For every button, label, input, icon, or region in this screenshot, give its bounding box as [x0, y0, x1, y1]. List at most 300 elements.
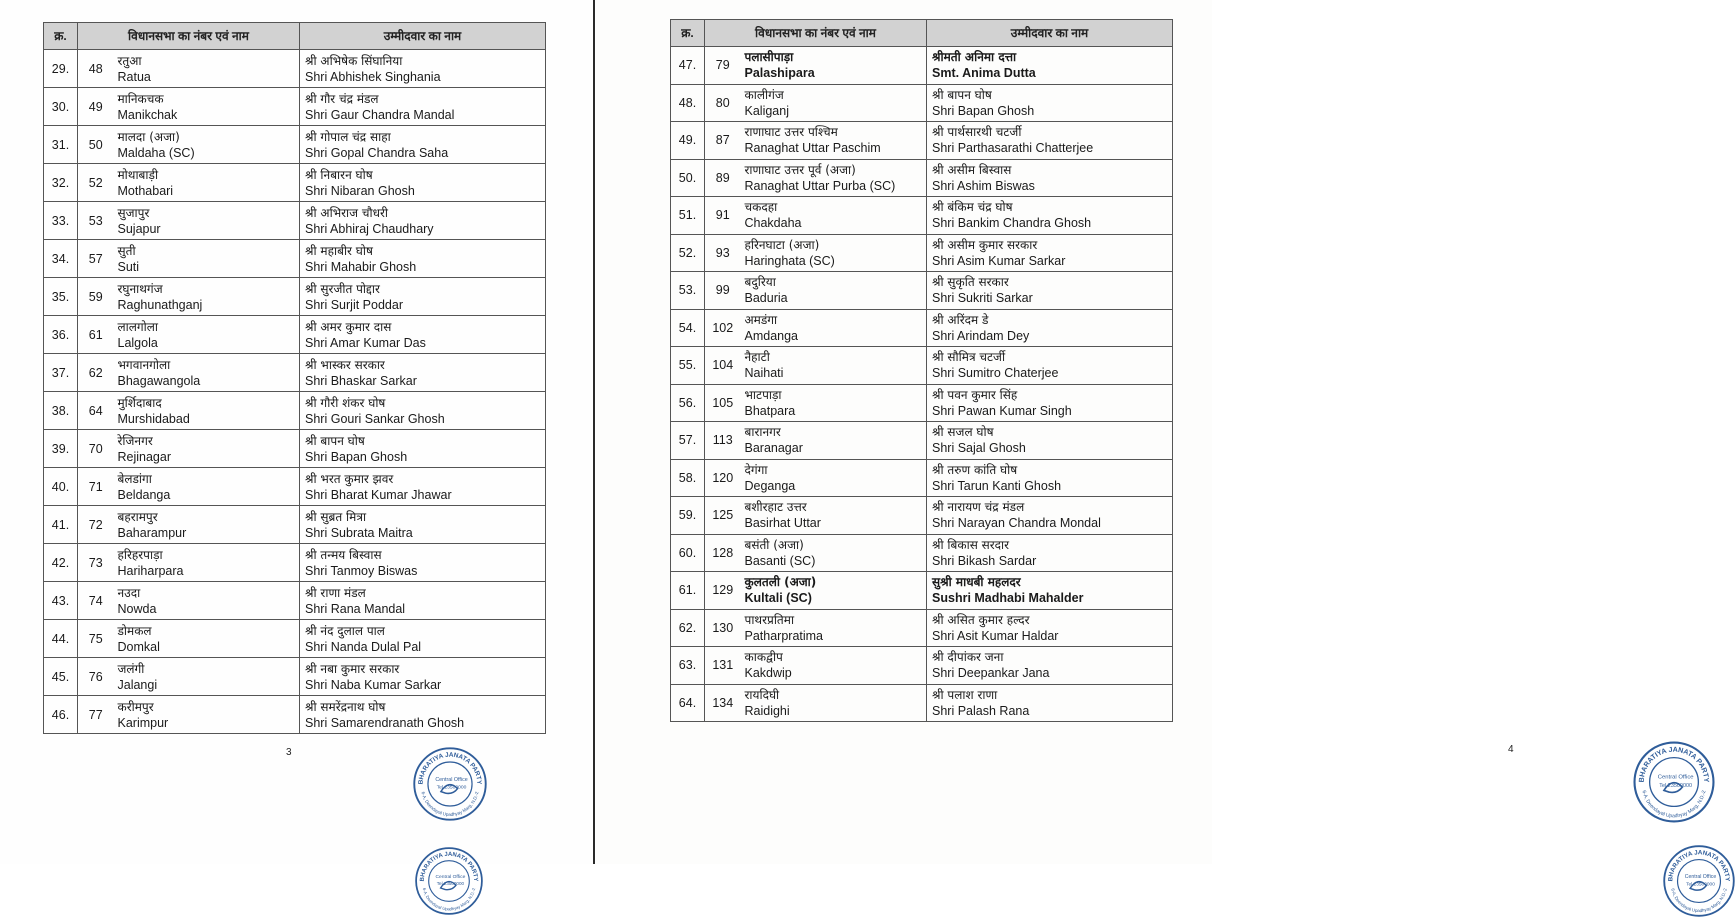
candidate-name [300, 620, 546, 658]
constituency-number: 79 [705, 47, 741, 85]
svg-text:6-A, Deendayal Upadhyay Marg,: 6-A, Deendayal Upadhyay Marg, N.D.-2 [421, 887, 477, 912]
candidate-name-english: Shri Samarendranath Ghosh [305, 715, 465, 730]
candidate-name [300, 392, 546, 430]
constituency-name-hindi: डोमकल [117, 623, 152, 638]
serial-number: 38. [44, 392, 78, 430]
constituency-name-hindi: कालीगंज [744, 87, 784, 102]
table-row [671, 234, 1173, 272]
constituency-name-hindi: रतुआ [117, 53, 142, 68]
candidate-name-hindi: श्री बापन घोष [932, 87, 992, 102]
candidate-name-hindi: श्री तन्मय बिस्वास [305, 547, 382, 562]
table-row [671, 684, 1173, 722]
constituency-name-hindi: राणाघाट उत्तर पूर्व (अजा) [744, 162, 856, 177]
constituency-name-hindi: जलंगी [117, 661, 145, 676]
candidate-name-english: Shri Arindam Dey [932, 328, 1030, 343]
table-row [671, 84, 1173, 122]
constituency-name-english: Baduria [744, 291, 788, 306]
constituency-name [741, 197, 927, 235]
serial-number: 36. [44, 316, 78, 354]
candidate-name-english: Shri Subrata Maitra [305, 525, 413, 540]
table-row [671, 647, 1173, 685]
constituency-name-hindi: बसंती (अजा) [744, 537, 804, 552]
candidate-name-english: Shri Bikash Sardar [932, 553, 1037, 568]
candidate-name-hindi: श्री अमर कुमार दास [305, 319, 392, 334]
candidate-name-hindi: श्री बिकास सरदार [932, 537, 1010, 552]
constituency-number: 74 [78, 582, 114, 620]
constituency-number: 113 [705, 422, 741, 460]
table-row [671, 572, 1173, 610]
constituency-name-hindi: बशीरहाट उत्तर [744, 500, 807, 515]
header-serial: क्र. [671, 20, 705, 47]
serial-number: 47. [671, 47, 705, 85]
constituency-name-hindi: हरिनघाटा (अजा) [744, 237, 820, 252]
constituency-name [741, 459, 927, 497]
table-row [671, 309, 1173, 347]
constituency-name-english: Nowda [117, 601, 157, 616]
constituency-name [741, 84, 927, 122]
table-row [44, 164, 546, 202]
constituency-name-hindi: रायदिघी [744, 687, 780, 702]
constituency-name-hindi: भाटपाड़ा [744, 387, 782, 402]
constituency-name [741, 272, 927, 310]
constituency-name [114, 278, 300, 316]
svg-text:BHARATIYA JANATA PARTY: BHARATIYA JANATA PARTY [419, 851, 479, 882]
candidate-name [927, 684, 1173, 722]
constituency-name [114, 620, 300, 658]
svg-text:Central Office: Central Office [435, 875, 466, 881]
candidate-name-english: Shri Palash Rana [932, 703, 1030, 718]
table-row [44, 658, 546, 696]
constituency-name [114, 544, 300, 582]
constituency-name-english: Hariharpara [117, 563, 184, 578]
table-body-right [671, 47, 1173, 722]
constituency-number: 75 [78, 620, 114, 658]
constituency-number: 134 [705, 684, 741, 722]
table-row [671, 347, 1173, 385]
candidate-name-hindi: श्री अभिषेक सिंघानिया [305, 53, 403, 68]
constituency-name-hindi: पाथरप्रतिमा [744, 612, 795, 627]
table-row [44, 50, 546, 88]
candidate-name-hindi: श्री गोपाल चंद्र साहा [305, 129, 391, 144]
constituency-name-english: Kakdwip [744, 666, 792, 681]
candidate-name [300, 544, 546, 582]
header-candidate: उम्मीदवार का नाम [300, 23, 546, 50]
candidate-name [300, 240, 546, 278]
constituency-name-hindi: रेजिनगर [117, 433, 153, 448]
party-seal [412, 746, 488, 822]
constituency-name-hindi: रघुनाथगंज [117, 281, 163, 296]
page-divider [593, 0, 595, 864]
table-row [44, 240, 546, 278]
constituency-name-english: Jalangi [117, 677, 158, 692]
candidate-name [927, 197, 1173, 235]
serial-number: 48. [671, 84, 705, 122]
candidate-name-hindi: श्री सुरजीत पोद्दार [305, 281, 380, 296]
constituency-name-english: Kultali (SC) [744, 591, 812, 606]
constituency-name-english: Mothabari [117, 183, 174, 198]
constituency-name-hindi: काकद्वीप [744, 650, 783, 665]
candidate-name-english: Shri Tanmoy Biswas [305, 563, 418, 578]
party-seal-partial [1662, 844, 1736, 914]
constituency-number: 99 [705, 272, 741, 310]
candidate-name-hindi: श्रीमती अनिमा दत्ता [932, 50, 1017, 65]
table-row [44, 88, 546, 126]
constituency-number: 70 [78, 430, 114, 468]
candidate-name [300, 202, 546, 240]
candidate-name [300, 316, 546, 354]
constituency-name [114, 582, 300, 620]
constituency-number: 62 [78, 354, 114, 392]
table-row [44, 278, 546, 316]
constituency-name [741, 384, 927, 422]
header-candidate: उम्मीदवार का नाम [927, 20, 1173, 47]
serial-number: 51. [671, 197, 705, 235]
candidate-name-hindi: श्री राणा मंडल [305, 585, 366, 600]
candidate-name [300, 468, 546, 506]
table-header-row [671, 20, 1173, 47]
candidate-name-english: Shri Gopal Chandra Saha [305, 145, 449, 160]
constituency-name-english: Palashipara [744, 66, 815, 81]
serial-number: 45. [44, 658, 78, 696]
constituency-name-hindi: बेलडांगा [117, 471, 152, 486]
constituency-name-english: Murshidabad [117, 411, 190, 426]
constituency-name [741, 234, 927, 272]
constituency-name-english: Chakdaha [744, 216, 802, 231]
constituency-number: 48 [78, 50, 114, 88]
constituency-name [114, 696, 300, 734]
constituency-name [114, 88, 300, 126]
constituency-name-english: Amdanga [744, 328, 799, 343]
serial-number: 55. [671, 347, 705, 385]
candidate-name [927, 534, 1173, 572]
constituency-number: 49 [78, 88, 114, 126]
candidate-name [300, 278, 546, 316]
constituency-name-english: Rejinagar [117, 449, 172, 464]
table-row [44, 354, 546, 392]
constituency-name-english: Sujapur [117, 221, 161, 236]
constituency-name-hindi: बारानगर [744, 425, 781, 440]
candidate-name [927, 609, 1173, 647]
constituency-name-english: Patharpratima [744, 628, 824, 643]
constituency-number: 131 [705, 647, 741, 685]
candidate-name-english: Shri Surjit Poddar [305, 297, 403, 312]
header-constituency: विधानसभा का नंबर एवं नाम [705, 20, 927, 47]
constituency-name [114, 658, 300, 696]
constituency-name-english: Maldaha (SC) [117, 145, 195, 160]
serial-number: 64. [671, 684, 705, 722]
candidate-name-hindi: श्री असीम कुमार सरकार [932, 237, 1038, 252]
constituency-name-hindi: मोथाबाड़ी [117, 167, 159, 182]
serial-number: 37. [44, 354, 78, 392]
constituency-number: 71 [78, 468, 114, 506]
candidate-name-hindi: श्री असित कुमार हल्दर [932, 612, 1030, 627]
table-row [671, 159, 1173, 197]
candidate-name-english: Shri Bapan Ghosh [305, 449, 408, 464]
svg-text:Tel 23500000: Tel 23500000 [436, 785, 467, 791]
constituency-name [114, 50, 300, 88]
serial-number: 29. [44, 50, 78, 88]
candidate-name-english: Sushri Madhabi Mahalder [932, 591, 1084, 606]
constituency-number: 105 [705, 384, 741, 422]
constituency-number: 64 [78, 392, 114, 430]
candidate-name [300, 506, 546, 544]
svg-text:Central Office: Central Office [1684, 874, 1717, 881]
svg-text:Central Office: Central Office [435, 776, 468, 783]
candidate-name [300, 354, 546, 392]
constituency-name-hindi: देगंगा [744, 462, 768, 477]
table-row [671, 384, 1173, 422]
candidate-name-hindi: श्री अभिराज चौधरी [305, 205, 389, 220]
constituency-name-english: Karimpur [117, 715, 169, 730]
constituency-name-english: Bhagawangola [117, 373, 201, 388]
constituency-number: 128 [705, 534, 741, 572]
candidate-name-hindi: श्री दीपांकर जना [932, 650, 1004, 665]
constituency-name-english: Baranagar [744, 441, 803, 456]
serial-number: 49. [671, 122, 705, 160]
candidate-name [927, 384, 1173, 422]
serial-number: 46. [44, 696, 78, 734]
svg-text:6-A, Deendayal Upadhyay Marg,: 6-A, Deendayal Upadhyay Marg, N.D.-2 [420, 791, 480, 817]
candidate-table-left [43, 22, 546, 734]
candidate-name-hindi: श्री भास्कर सरकार [305, 357, 385, 372]
serial-number: 33. [44, 202, 78, 240]
serial-number: 62. [671, 609, 705, 647]
serial-number: 56. [671, 384, 705, 422]
serial-number: 53. [671, 272, 705, 310]
candidate-name-hindi: श्री नारायण चंद्र मंडल [932, 500, 1025, 515]
candidate-name [927, 647, 1173, 685]
constituency-number: 91 [705, 197, 741, 235]
candidate-name-hindi: श्री महाबीर घोष [305, 243, 373, 258]
candidate-name [927, 347, 1173, 385]
constituency-number: 104 [705, 347, 741, 385]
candidate-name-english: Shri Bankim Chandra Ghosh [932, 216, 1092, 231]
constituency-number: 50 [78, 126, 114, 164]
candidate-name [927, 422, 1173, 460]
constituency-name-english: Basanti (SC) [744, 553, 816, 568]
candidate-name-hindi: श्री पलाश राणा [932, 687, 998, 702]
constituency-number: 52 [78, 164, 114, 202]
constituency-number: 61 [78, 316, 114, 354]
serial-number: 58. [671, 459, 705, 497]
table-row [44, 202, 546, 240]
svg-text:6-A, Deendayal Upadhyay Marg,: 6-A, Deendayal Upadhyay Marg, N.D.-2 [1670, 887, 1728, 914]
candidate-name-english: Shri Nanda Dulal Pal [305, 639, 422, 654]
svg-text:BHARATIYA JANATA PARTY: BHARATIYA JANATA PARTY [1667, 849, 1731, 882]
candidate-name-english: Shri Tarun Kanti Ghosh [932, 478, 1062, 493]
candidate-name-english: Shri Deepankar Jana [932, 666, 1050, 681]
constituency-name [741, 347, 927, 385]
table-row [44, 544, 546, 582]
constituency-name [741, 47, 927, 85]
constituency-name-hindi: अमडंगा [744, 312, 778, 327]
table-row [671, 197, 1173, 235]
constituency-name-english: Raghunathganj [117, 297, 203, 312]
page-left [0, 0, 594, 912]
constituency-number: 130 [705, 609, 741, 647]
header-serial: क्र. [44, 23, 78, 50]
candidate-name-hindi: श्री बंकिम चंद्र घोष [932, 200, 1013, 215]
candidate-name [927, 234, 1173, 272]
candidate-name [300, 88, 546, 126]
constituency-number: 102 [705, 309, 741, 347]
candidate-name-hindi: श्री गौरी शंकर घोष [305, 395, 386, 410]
candidate-name-english: Shri Bharat Kumar Jhawar [305, 487, 452, 502]
candidate-name [927, 309, 1173, 347]
table-row [671, 422, 1173, 460]
table-row [44, 582, 546, 620]
constituency-number: 57 [78, 240, 114, 278]
candidate-name-hindi: श्री नंद दुलाल पाल [305, 623, 385, 638]
candidate-name-hindi: श्री भरत कुमार झवर [305, 471, 394, 486]
header-constituency: विधानसभा का नंबर एवं नाम [78, 23, 300, 50]
constituency-name-english: Baharampur [117, 525, 187, 540]
table-row [44, 506, 546, 544]
serial-number: 60. [671, 534, 705, 572]
candidate-name-english: Smt. Anima Dutta [932, 66, 1036, 81]
table-row [671, 609, 1173, 647]
candidate-name-hindi: श्री पवन कुमार सिंह [932, 387, 1018, 402]
constituency-name [741, 684, 927, 722]
constituency-name [114, 392, 300, 430]
table-row [44, 430, 546, 468]
constituency-number: 76 [78, 658, 114, 696]
constituency-name-hindi: राणाघाट उत्तर पश्चिम [744, 125, 838, 140]
constituency-name-hindi: भगवानगोला [117, 357, 171, 372]
page-number: 4 [1508, 744, 1514, 755]
svg-text:6-A, Deendayal Upadhyay Marg,: 6-A, Deendayal Upadhyay Marg, N.D.-2 [1640, 789, 1708, 820]
constituency-name-hindi: हरिहरपाड़ा [117, 547, 163, 562]
constituency-number: 72 [78, 506, 114, 544]
constituency-number: 87 [705, 122, 741, 160]
constituency-name-english: Ranaghat Uttar Purba (SC) [744, 178, 896, 193]
constituency-name-hindi: नैहाटी [744, 350, 770, 365]
constituency-name [741, 572, 927, 610]
serial-number: 50. [671, 159, 705, 197]
candidate-name-english: Shri Amar Kumar Das [305, 335, 426, 350]
constituency-name [114, 506, 300, 544]
serial-number: 30. [44, 88, 78, 126]
svg-text:Central Office: Central Office [1657, 774, 1694, 781]
page-number: 3 [286, 747, 292, 758]
constituency-number: 125 [705, 497, 741, 535]
constituency-name [741, 309, 927, 347]
serial-number: 44. [44, 620, 78, 658]
constituency-name-english: Suti [117, 259, 140, 274]
serial-number: 41. [44, 506, 78, 544]
constituency-number: 53 [78, 202, 114, 240]
candidate-name-english: Shri Sajal Ghosh [932, 441, 1026, 456]
table-row [44, 696, 546, 734]
constituency-name-english: Kaliganj [744, 103, 789, 118]
constituency-name [114, 202, 300, 240]
constituency-number: 89 [705, 159, 741, 197]
candidate-name-hindi: श्री सजल घोष [932, 425, 994, 440]
candidate-name-english: Shri Pawan Kumar Singh [932, 403, 1072, 418]
candidate-name [300, 658, 546, 696]
party-seal [1632, 740, 1716, 824]
candidate-name-hindi: श्री समरेंद्रनाथ घोष [305, 699, 386, 714]
svg-text:BHARATIYA JANATA PARTY: BHARATIYA JANATA PARTY [1637, 745, 1711, 783]
candidate-name-hindi: सुश्री माधबी महलदर [932, 575, 1021, 590]
candidate-name-hindi: श्री गौर चंद्र मंडल [305, 91, 379, 106]
constituency-name-hindi: बदुरिया [744, 275, 776, 290]
constituency-name-english: Lalgola [117, 335, 158, 350]
serial-number: 40. [44, 468, 78, 506]
constituency-name [114, 354, 300, 392]
candidate-name-english: Shri Parthasarathi Chatterjee [932, 141, 1094, 156]
serial-number: 34. [44, 240, 78, 278]
constituency-name [741, 647, 927, 685]
candidate-name-english: Shri Naba Kumar Sarkar [305, 677, 442, 692]
constituency-name-hindi: मालदा (अजा) [117, 129, 180, 144]
candidate-name [927, 84, 1173, 122]
constituency-name-english: Domkal [117, 639, 160, 654]
candidate-name [300, 50, 546, 88]
constituency-name-english: Ratua [117, 69, 151, 84]
constituency-name-english: Basirhat Uttar [744, 516, 821, 531]
constituency-name [741, 609, 927, 647]
constituency-name-english: Naihati [744, 366, 784, 381]
candidate-name [927, 572, 1173, 610]
constituency-name-hindi: कुलतली (अजा) [744, 575, 817, 590]
table-row [44, 126, 546, 164]
candidate-name-english: Shri Asim Kumar Sarkar [932, 253, 1066, 268]
candidate-name-english: Shri Gaur Chandra Mandal [305, 107, 455, 122]
constituency-name-english: Ranaghat Uttar Paschim [744, 141, 881, 156]
candidate-name-hindi: श्री सुकृति सरकार [932, 275, 1009, 290]
constituency-number: 129 [705, 572, 741, 610]
candidate-name-hindi: श्री तरुण कांति घोष [932, 462, 1018, 477]
constituency-name [741, 159, 927, 197]
constituency-name-hindi: सुती [117, 243, 136, 258]
constituency-name-hindi: करीमपुर [117, 699, 154, 714]
table-row [671, 122, 1173, 160]
candidate-name-english: Shri Asit Kumar Haldar [932, 628, 1059, 643]
constituency-name-hindi: चकदहा [744, 200, 778, 215]
constituency-name-hindi: बहरामपुर [117, 509, 158, 524]
constituency-name-english: Raidighi [744, 703, 790, 718]
serial-number: 31. [44, 126, 78, 164]
serial-number: 63. [671, 647, 705, 685]
constituency-number: 93 [705, 234, 741, 272]
table-row [671, 497, 1173, 535]
table-row [44, 392, 546, 430]
table-row [44, 620, 546, 658]
candidate-name-english: Shri Bhaskar Sarkar [305, 373, 417, 388]
candidate-name-english: Shri Narayan Chandra Mondal [932, 516, 1101, 531]
candidate-name [927, 47, 1173, 85]
constituency-number: 80 [705, 84, 741, 122]
serial-number: 52. [671, 234, 705, 272]
page-right [596, 0, 1731, 914]
constituency-name-hindi: पलासीपाड़ा [744, 50, 794, 65]
constituency-number: 59 [78, 278, 114, 316]
constituency-name-english: Beldanga [117, 487, 171, 502]
table-row [671, 534, 1173, 572]
table-row [671, 459, 1173, 497]
table-row [44, 468, 546, 506]
constituency-name [114, 316, 300, 354]
candidate-name-english: Shri Mahabir Ghosh [305, 259, 417, 274]
candidate-name-hindi: श्री असीम बिस्वास [932, 162, 1012, 177]
svg-text:BHARATIYA JANATA PARTY: BHARATIYA JANATA PARTY [417, 751, 483, 785]
serial-number: 54. [671, 309, 705, 347]
table-row [671, 272, 1173, 310]
constituency-name-english: Manikchak [117, 107, 178, 122]
constituency-name [741, 122, 927, 160]
constituency-name [741, 534, 927, 572]
